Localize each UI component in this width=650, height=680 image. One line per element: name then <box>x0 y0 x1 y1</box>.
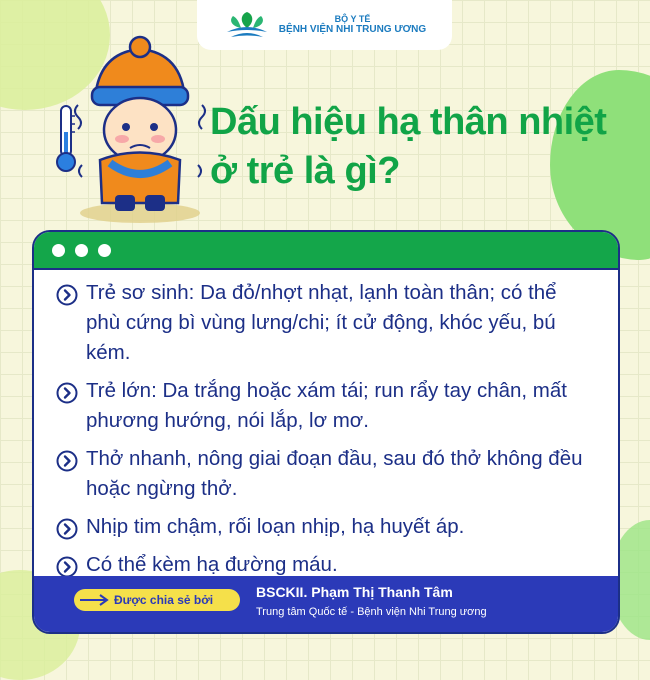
doctor-name: BSCKII. Phạm Thị Thanh Tâm <box>256 584 453 600</box>
org-line1: BỘ Y TẾ <box>334 13 371 24</box>
info-card <box>32 230 620 634</box>
title-line2: ở trẻ là gì? <box>210 150 400 192</box>
list-item-text: Có thể kèm hạ đường máu. <box>86 553 338 576</box>
org-line2: BỆNH VIỆN NHI TRUNG ƯƠNG <box>278 24 427 36</box>
list-item-text: Thở nhanh, nông giai đoạn đầu, sau đó thở không đều hoặc ngừng thở. <box>86 447 583 500</box>
list-item-text: Trẻ sơ sinh: Da đỏ/nhợt nhạt, lạnh toàn thân; có thể phù cứng bì vùng lưng/chi; ít cử động, khóc yếu, bú kém. <box>86 281 557 364</box>
doctor-organization: Trung tâm Quốc tế - Bệnh viện Nhi Trung ương <box>256 606 487 618</box>
chevron-right-icon <box>56 382 78 404</box>
chevron-right-icon <box>56 556 78 578</box>
header <box>197 0 452 50</box>
window-dot <box>75 244 88 257</box>
list-item <box>56 376 588 436</box>
list-item <box>56 278 588 368</box>
list-item <box>56 512 588 542</box>
symptom-list <box>56 278 588 588</box>
chevron-right-icon <box>56 518 78 540</box>
shared-by-label: Được chia sẻ bởi <box>114 593 214 607</box>
card-titlebar <box>34 232 618 270</box>
list-item <box>56 444 588 504</box>
chevron-right-icon <box>56 284 78 306</box>
shivering-child-illustration-icon <box>60 35 220 225</box>
title-line1: Dấu hiệu hạ thân nhiệt <box>210 101 607 143</box>
shared-by-badge <box>74 589 240 611</box>
window-dot <box>98 244 111 257</box>
arrow-right-icon <box>74 594 114 606</box>
list-item-text: Trẻ lớn: Da trắng hoặc xám tái; run rẩy tay chân, mất phương hướng, nói lắp, lơ mơ. <box>86 379 567 432</box>
window-dot <box>52 244 65 257</box>
page-title <box>210 98 630 196</box>
list-item-text: Nhịp tim chậm, rối loạn nhịp, hạ huyết áp. <box>86 515 465 538</box>
card-footer <box>34 576 618 632</box>
hospital-leaf-logo-icon <box>223 8 271 42</box>
hospital-name <box>279 14 426 37</box>
chevron-right-icon <box>56 450 78 472</box>
